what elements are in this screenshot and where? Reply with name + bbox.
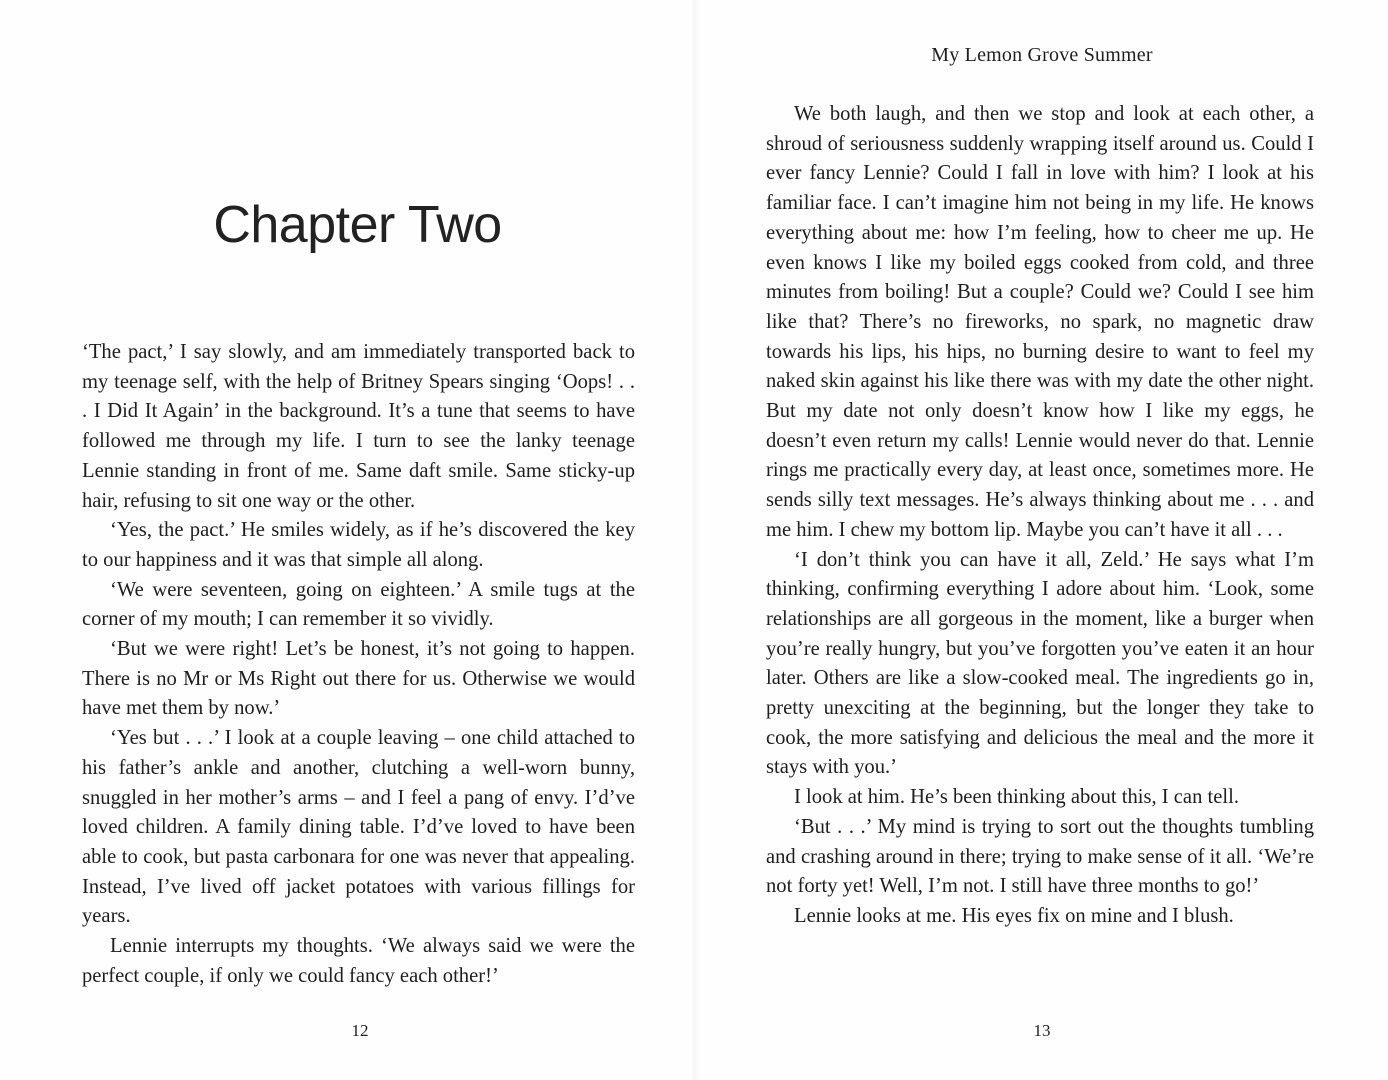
paragraph: ‘Yes, the pact.’ He smiles widely, as if he’s discovered the key to our happiness and it was that simple all along.: [82, 519, 635, 571]
page-number: 13: [1033, 1021, 1051, 1040]
paragraph: Lennie looks at me. His eyes fix on mine and I blush.: [794, 904, 1234, 927]
right-page-body: [766, 100, 1314, 932]
paragraph: ‘But . . .’ My mind is trying to sort out the thoughts tumbling and crashing around in there; trying to make sense of it all. ‘We’re not forty yet! Well, I’m not. I still have three months to go!’: [766, 815, 1314, 898]
chapter-title: Chapter Two: [213, 196, 502, 254]
left-page-body: [82, 338, 635, 991]
running-head: My Lemon Grove Summer: [931, 44, 1153, 66]
paragraph: ‘We were seventeen, going on eighteen.’ A smile tugs at the corner of my mouth; I can remember it so vividly.: [82, 578, 635, 631]
paragraph: ‘Yes but . . .’ I look at a couple leaving – one child attached to his father’s ankle and another, clutching a well-worn bunny, snuggled in her mother’s arms – and I feel a pang of envy. I’d’ve loved children. A family dining table. I’d’ve loved to have been able to cook, but pasta carbonara for one was never that appealing. Instead, I’ve lived off jacket potatoes with various fillings for years.: [82, 727, 635, 928]
page-number: 12: [351, 1021, 369, 1040]
paragraph: ‘But we were right! Let’s be honest, it’s not going to happen. There is no Mr or Ms Right out there for us. Otherwise we would have met them by now.’: [82, 638, 635, 720]
paragraph: ‘The pact,’ I say slowly, and am immediately transported back to my teenage self, with the help of Britney Spears singing ‘Oops! . . . I Did It Again’ in the background. It’s a tune that seems to have followed me through my life. I turn to see the lanky teenage Lennie standing in front of me. Same daft smile. Same sticky-up hair, refusing to sit one way or the other.: [82, 341, 635, 512]
paragraph: Lennie interrupts my thoughts. ‘We always said we were the perfect couple, if only we could fancy each other!’: [82, 935, 635, 987]
paragraph: We both laugh, and then we stop and look at each other, a shroud of seriousness suddenly wrapping itself around us. Could I ever fancy Lennie? Could I fall in love with him? I look at his familiar face. I can’t imagine him not being in my life. He knows everything about me: how I’m feeling, how to cheer me up. He even knows I like my boiled eggs cooked from cold, and three minutes from boiling! But a couple? Could we? Could I see him like that? There’s no fireworks, no spark, no magnetic draw towards his lips, his hips, no burning desire to want to feel my naked skin against his like there was with my date the other night. But my date not only doesn’t know how I like my eggs, he doesn’t even return my calls! Lennie would never do that. Lennie rings me practically every day, at least once, sometimes more. He sends silly text messages. He’s always thinking about me . . . and me him. I chew my bottom lip. Maybe you can’t have it all . . .: [766, 103, 1314, 541]
paragraph: I look at him. He’s been thinking about this, I can tell.: [794, 786, 1239, 809]
paragraph: ‘I don’t think you can have it all, Zeld.’ He says what I’m thinking, confirming everything I adore about him. ‘Look, some relationships are all gorgeous in the moment, like a burger when you’re really hungry, but you’ve forgotten you’ve eaten it an hour later. Others are like a slow-cooked meal. The ingredients go in, pretty unexciting at the beginning, but the longer they take to cook, the more satisfying and delicious the meal and the more it stays with you.’: [766, 548, 1314, 779]
right-page: [694, 0, 1388, 1080]
